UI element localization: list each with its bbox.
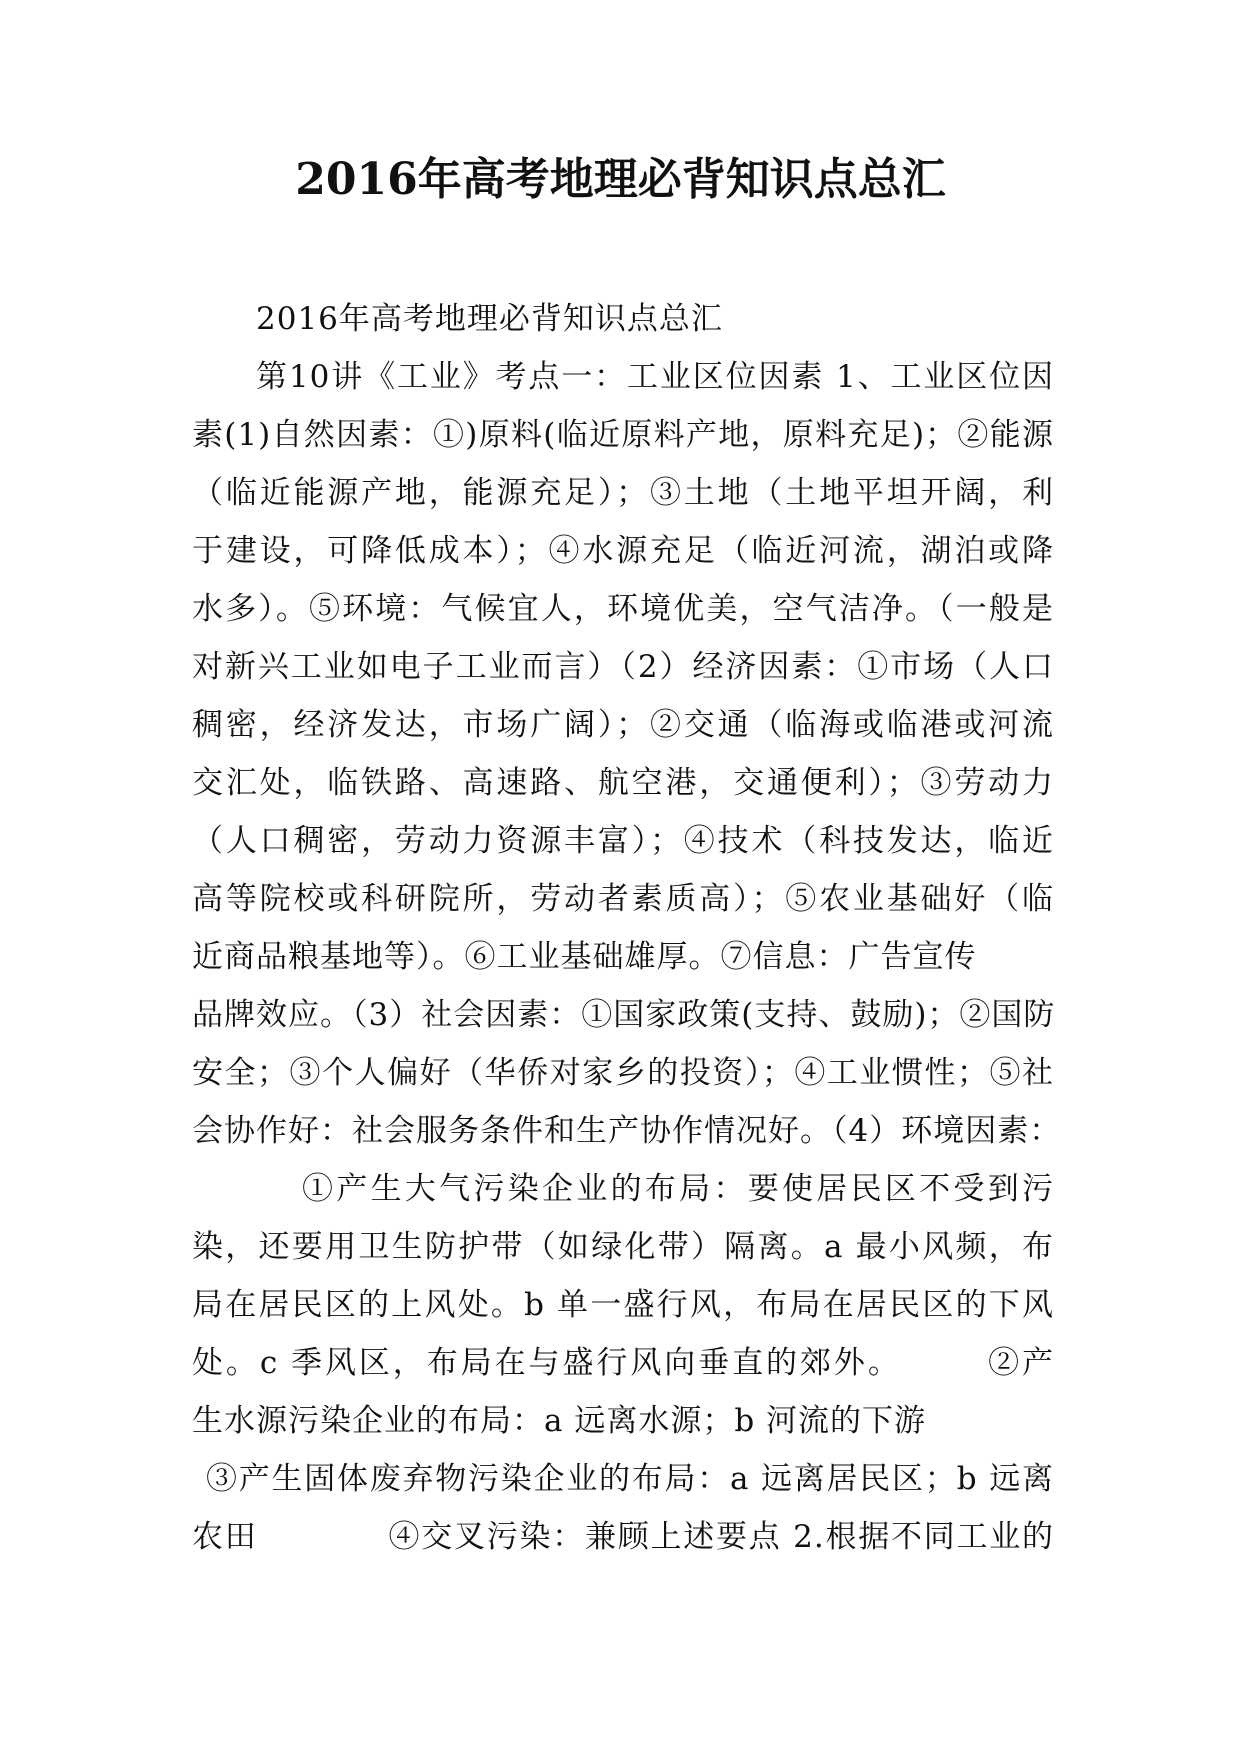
text-line: 生水源污染企业的布局：a 远离水源；b 河流的下游 xyxy=(192,1403,927,1439)
document-title: 2016年高考地理必背知识点总汇 xyxy=(295,154,946,205)
text-line: 处。c 季风区，布局在与盛行风向垂直的郊外。 ②产 xyxy=(192,1345,1054,1381)
text-line: 农田 ④交叉污染：兼顾上述要点 2.根据不同工业的 xyxy=(192,1519,1054,1555)
text-line: （临近能源产地，能源充足）；③土地（土地平坦开阔，利 xyxy=(192,475,1054,511)
text-line: 近商品粮基地等）。⑥工业基础雄厚。⑦信息：广告宣传 xyxy=(192,939,977,975)
text-line: 交汇处，临铁路、高速路、航空港，交通便利）；③劳动力 xyxy=(192,765,1054,801)
text-line: 会协作好：社会服务条件和生产协作情况好。（4）环境因素： xyxy=(192,1113,1062,1149)
text-line: 2016年高考地理必背知识点总汇 xyxy=(256,301,723,337)
text-line: （人口稠密，劳动力资源丰富）；④技术（科技发达，临近 xyxy=(192,823,1054,859)
text-line: 水多）。⑤环境：气候宜人，环境优美，空气洁净。（一般是 xyxy=(192,591,1054,627)
text-line: 品牌效应。（3）社会因素：①国家政策(支持、鼓励)；②国防 xyxy=(192,997,1056,1033)
text-line: 对新兴工业如电子工业而言）（2）经济因素：①市场（人口 xyxy=(192,649,1054,685)
text-line: 稠密，经济发达，市场广阔）；②交通（临海或临港或河流 xyxy=(192,707,1054,743)
document-body xyxy=(192,290,1062,1566)
text-line: ①产生大气污染企业的布局：要使居民区不受到污 xyxy=(302,1171,1054,1207)
text-line: 局在居民区的上风处。b 单一盛行风，布局在居民区的下风 xyxy=(192,1287,1054,1323)
text-line: ③产生固体废弃物污染企业的布局：a 远离居民区；b 远离 xyxy=(206,1461,1054,1497)
text-line: 安全；③个人偏好（华侨对家乡的投资）；④工业惯性；⑤社 xyxy=(192,1055,1054,1091)
text-line: 高等院校或科研院所，劳动者素质高）；⑤农业基础好（临 xyxy=(192,881,1054,917)
text-line: 素(1)自然因素：①)原料(临近原料产地，原料充足)；②能源 xyxy=(192,417,1054,453)
text-line: 染，还要用卫生防护带（如绿化带）隔离。a 最小风频，布 xyxy=(192,1229,1054,1265)
text-line: 于建设，可降低成本）；④水源充足（临近河流，湖泊或降 xyxy=(192,533,1054,569)
text-line: 第10讲《工业》考点一：工业区位因素 1、工业区位因 xyxy=(256,359,1054,395)
